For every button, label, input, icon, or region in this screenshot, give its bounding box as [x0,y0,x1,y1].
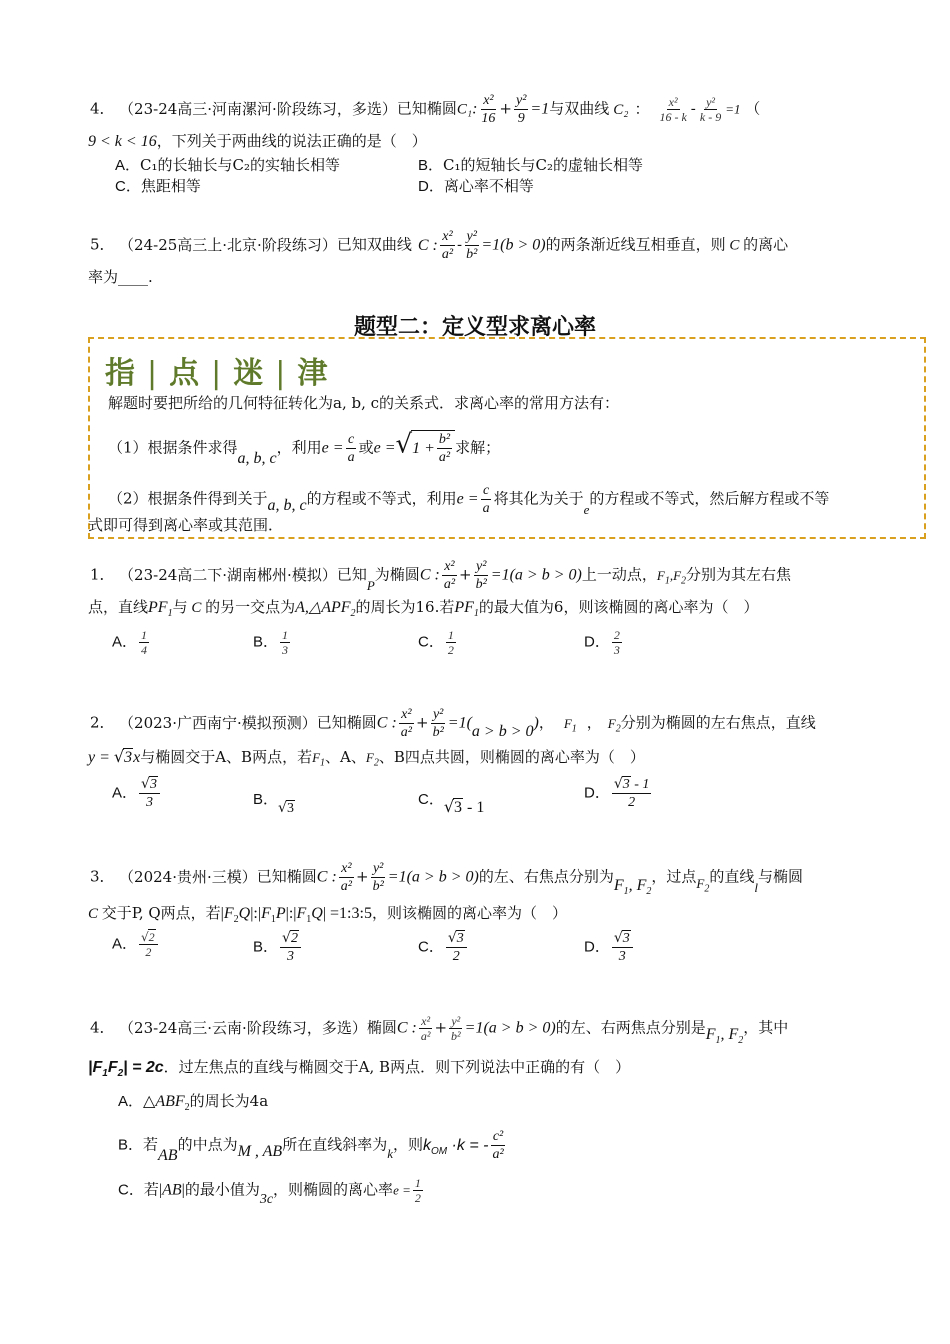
problem-3-option-c[interactable]: C． $\frac{√3}{2}$ [418,930,469,965]
problem-3-option-b[interactable]: B． $\frac{√2}{3}$ [253,930,303,965]
problem-2-line2: y = √3x与椭圆交于A、B两点，若$F_1$、A、$F_2$、B四点共圆，则椭圆的离心率为（ ） [88,747,645,769]
problem-4-option-c[interactable]: C．若|AB|的最小值为3c，则椭圆的离心率e = $\frac{1}{2}$ [118,1176,421,1207]
question-4-line1: 4． （23-24高三·河南漯河·阶段练习，多选）已知椭圆C₁: $\frac{\text{x²}}{16}$ + $\frac{\text{y²}}{9}$ =1与双曲线 C₂ ： $\frac{\text{x²}}{16 - k}$ - $\frac{\text{y²}}{k - 9}$ =1 （ [90,93,761,126]
problem-1-option-b[interactable]: B． $\frac{1}{3}$ [253,628,289,657]
problem-2-option-d[interactable]: D． $\frac{√3 - 1}{2}$ [584,776,650,810]
tips-line-4: 式即可得到离心率或其范围． [88,516,284,534]
problem-1-line2: 点，直线$PF_1$与 C 的另一交点为$A,\triangle APF_2$的周长为16.若$PF_1$的最大值为6，则该椭圆的离心率为（ ） [88,598,759,620]
problem-3-option-d[interactable]: D． $\frac{√3}{3}$ [584,930,635,965]
tips-line-2: （1）根据条件求得a, b, c，利用e = $\frac{c}{a}$ 或e =√ 1 + $\frac{\text{b²}}{\text{a²}}$ 求解； [108,429,501,467]
problem-4-line2: $|F_1F_2| = 2c$．过左焦点的直线与椭圆交于A, B两点．则下列说法中正确的有（ ） [88,1058,631,1080]
problem-2-line1: 2． （2023·广西南宁·模拟预测）已知椭圆C : $\frac{\text{x²}}{\text{a²}}$ + $\frac{\text{y²}}{\text{b²}}$ =1(a > b > 0)， $F_1$ ， $F_2$分别为椭圆的左右焦点，直线 [90,707,816,740]
question-4-option-d[interactable]: D．离心率不相等 [418,177,534,195]
problem-4-option-b[interactable]: B．若AB的中点为M , AB所在直线斜率为k，则$k_{OM} \cdot k$ = - $\frac{\text{c²}}{\text{a²}}$ [118,1129,504,1164]
section-title: 题型二：定义型求离心率 [353,315,596,340]
problem-4-line1: 4． （23-24高三·云南·阶段练习，多选）椭圆C : $\frac{\text{x²}}{\text{a²}}$ + $\frac{\text{y²}}{\text{b²}}$ =1(a > b > 0)的左、右两焦点分别是$F_1$, $F_2$，其中 [90,1014,789,1046]
question-5-line1: 5． （24-25高三上·北京·阶段练习）已知双曲线 C : $\frac{\text{x²}}{\text{a²}}$ - $\frac{\text{y²}}{\text{b²}}$ =1(b > 0)的两条渐近线互相垂直，则 C 的离心 [90,229,789,262]
problem-1-line1: 1． （23-24高二下·湖南郴州·模拟）已知P为椭圆C : $\frac{\text{x²}}{\text{a²}}$ + $\frac{\text{y²}}{\text{b²}}$ =1(a > b > 0)上一动点，$F_1,F_2$分别为其左右焦 [90,559,792,593]
problem-1-option-a[interactable]: A． $\frac{1}{4}$ [112,628,148,657]
tips-line-1: 解题时要把所给的几何特征转化为a, b, c的关系式．求离心率的常用方法有： [108,394,620,412]
question-4-option-c[interactable]: C．焦距相等 [115,177,201,195]
problem-1-option-d[interactable]: D． $\frac{2}{3}$ [584,628,620,657]
question-5-line2: 率为____. [88,268,153,286]
question-4-line2: 9 < k < 16，下列关于两曲线的说法正确的是（ ） [88,132,427,150]
problem-2-option-c[interactable]: C．√3 - 1 [418,791,485,816]
question-4-option-a[interactable]: A．C₁的长轴长与C₂的实轴长相等 [115,156,340,174]
question-4-option-b[interactable]: B．C₁的短轴长与C₂的虚轴长相等 [418,156,643,174]
problem-2-option-a[interactable]: A． $\frac{√3}{3}$ [112,776,162,811]
problem-2-option-b[interactable]: B．√3 [253,791,294,816]
tips-heading: 指 | 点 | 迷 | 津 [105,356,330,391]
problem-3-option-a[interactable]: A． $\frac{√2}{2}$ [112,930,160,959]
problem-4-option-a[interactable]: A．$\triangle ABF_2$的周长为4a [118,1092,269,1114]
problem-3-line1: 3． （2024·贵州·三模）已知椭圆C : $\frac{\text{x²}}{\text{a²}}$ + $\frac{\text{y²}}{\text{b²}}$ =1(a > b > 0)的左、右焦点分别为$F_1$, $F_2$，过点$F_2$的直线l与椭圆 [90,861,804,897]
problem-1-option-c[interactable]: C． $\frac{1}{2}$ [418,628,454,657]
tips-line-3: （2）根据条件得到关于a, b, c的方程或不等式，利用e = $\frac{c}{a}$ 将其化为关于e的方程或不等式，然后解方程或不等 [108,483,830,517]
problem-3-line2: C 交于P, Q两点，若$|F_2Q|:|F_1P|:|F_1Q|$ =1:3:5，则该椭圆的离心率为（ ） [88,904,567,926]
